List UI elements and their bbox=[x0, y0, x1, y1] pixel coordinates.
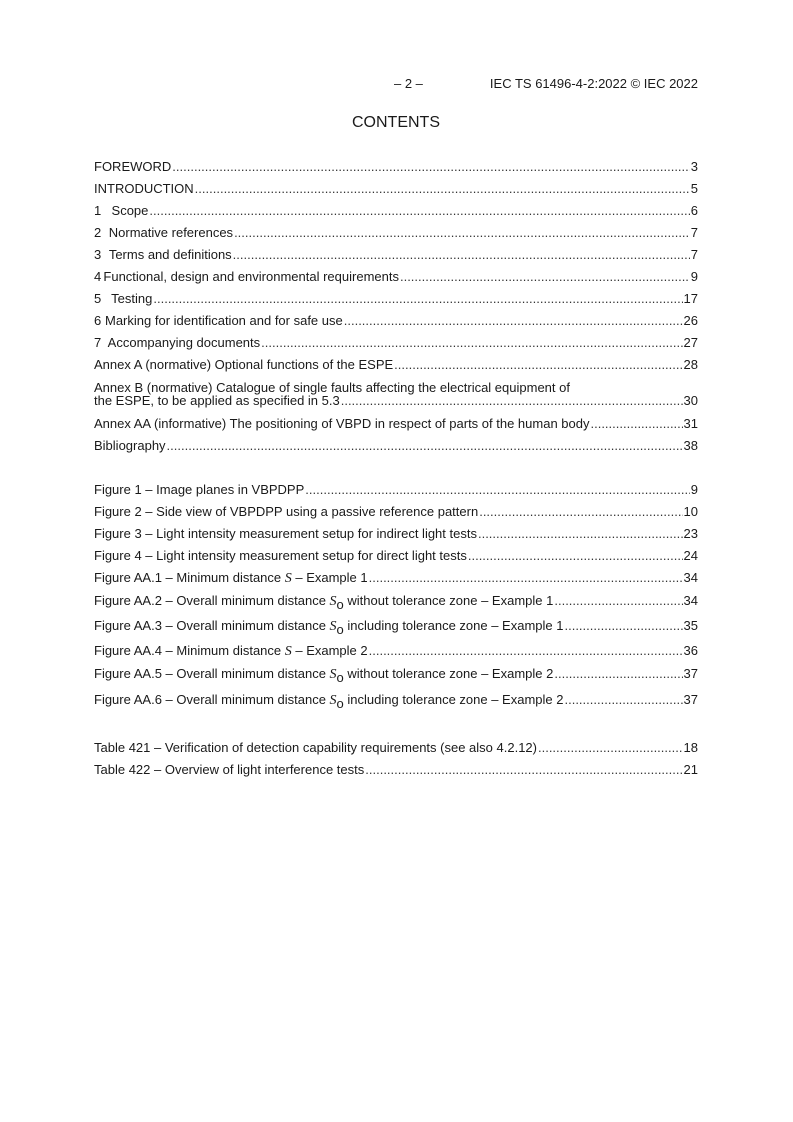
page-number-ref: 6 bbox=[690, 203, 698, 218]
section-number: 5 bbox=[94, 291, 102, 306]
toc-entry[interactable] bbox=[94, 290, 698, 308]
page-number-ref: 5 bbox=[690, 181, 698, 196]
title-text: including tolerance zone – Example 1 bbox=[343, 618, 564, 633]
dot-leader bbox=[564, 617, 682, 635]
page-number-ref: 7 bbox=[690, 225, 698, 240]
dot-leader bbox=[305, 481, 689, 499]
math-symbol: S bbox=[329, 594, 337, 609]
page-number-ref: 3 bbox=[690, 159, 698, 174]
dot-leader bbox=[149, 202, 689, 220]
math-symbol: S bbox=[329, 619, 337, 634]
entry-title: Scope bbox=[111, 203, 149, 218]
dot-leader bbox=[172, 158, 689, 176]
page-number-ref: 31 bbox=[683, 416, 698, 431]
dot-leader bbox=[554, 592, 682, 610]
dot-leader bbox=[369, 642, 683, 660]
page-number-ref: 23 bbox=[683, 526, 698, 541]
title-text: Figure 3 – Light intensity measurement setup for indirect light tests bbox=[94, 526, 477, 541]
figure-entry[interactable] bbox=[94, 525, 698, 543]
title-text: Figure AA.4 – Minimum distance bbox=[94, 643, 285, 658]
entry-title: INTRODUCTION bbox=[94, 181, 194, 196]
section-number: 4 bbox=[94, 269, 102, 284]
page-number-ref: 9 bbox=[690, 269, 698, 284]
title-text: Figure AA.6 – Overall minimum distance bbox=[94, 692, 330, 707]
page-number-ref: 38 bbox=[683, 438, 698, 453]
figure-entry[interactable] bbox=[94, 617, 698, 635]
dot-leader bbox=[153, 290, 682, 308]
page-number-ref: 9 bbox=[690, 482, 698, 497]
section-number: 7 bbox=[94, 335, 102, 350]
entry-title: Testing bbox=[111, 291, 153, 306]
title-text: Figure AA.3 – Overall minimum distance bbox=[94, 618, 330, 633]
title-text: without tolerance zone – Example 2 bbox=[343, 666, 554, 681]
section-number: 6 bbox=[94, 313, 102, 328]
entry-title: Functional, design and environmental requirements bbox=[103, 269, 399, 284]
entry-title bbox=[94, 691, 563, 710]
page-number-ref: 7 bbox=[690, 247, 698, 262]
dot-leader bbox=[344, 312, 683, 330]
entry-title bbox=[94, 569, 368, 588]
math-subscript: o bbox=[336, 597, 344, 612]
entry-title: Bibliography bbox=[94, 438, 166, 453]
page-number-ref: 37 bbox=[683, 666, 698, 681]
dot-leader bbox=[400, 268, 690, 286]
entry-title-line1: Annex B (normative) Catalogue of single faults affecting the electrical equipment of bbox=[94, 380, 570, 395]
entry-title: Marking for identification and for safe use bbox=[105, 313, 343, 328]
dot-leader bbox=[554, 665, 682, 683]
dot-leader bbox=[564, 691, 682, 709]
document-id: IEC TS 61496-4-2:2022 © IEC 2022 bbox=[489, 76, 698, 91]
dot-leader bbox=[167, 437, 683, 455]
title-text: without tolerance zone – Example 1 bbox=[343, 593, 554, 608]
dot-leader bbox=[261, 334, 682, 352]
section-number: 2 bbox=[94, 225, 102, 240]
math-subscript: o bbox=[336, 622, 344, 637]
math-symbol: S bbox=[284, 571, 292, 586]
title-text: Figure 4 – Light intensity measurement setup for direct light tests bbox=[94, 548, 467, 563]
page-number-ref: 34 bbox=[683, 570, 698, 585]
entry-title bbox=[94, 503, 478, 521]
toc-entry[interactable] bbox=[94, 224, 698, 242]
entry-title: Accompanying documents bbox=[107, 335, 261, 350]
figure-entry[interactable] bbox=[94, 642, 698, 660]
entry-title: Terms and definitions bbox=[108, 247, 232, 262]
page-number-ref: 18 bbox=[683, 740, 698, 755]
entry-title: the ESPE, to be applied as specified in 5.3 bbox=[94, 393, 340, 408]
entry-title: Table 422 – Overview of light interference tests bbox=[94, 762, 365, 777]
math-subscript: o bbox=[336, 670, 344, 685]
toc-entry[interactable] bbox=[94, 180, 698, 198]
dot-leader bbox=[394, 356, 682, 374]
toc-entry[interactable] bbox=[94, 312, 698, 330]
toc-entry[interactable] bbox=[94, 158, 698, 176]
dot-leader bbox=[468, 547, 683, 565]
page-title: CONTENTS bbox=[352, 114, 440, 131]
page-number-ref: 28 bbox=[683, 357, 698, 372]
toc-entry[interactable] bbox=[94, 334, 698, 352]
dot-leader bbox=[369, 569, 683, 587]
entry-title bbox=[94, 547, 467, 565]
toc-entry[interactable] bbox=[94, 437, 698, 455]
math-symbol: S bbox=[284, 644, 292, 659]
section-number: 3 bbox=[94, 247, 102, 262]
title-text: including tolerance zone – Example 2 bbox=[343, 692, 564, 707]
figure-entry[interactable] bbox=[94, 592, 698, 610]
page-number-ref: 34 bbox=[683, 593, 698, 608]
entry-title bbox=[94, 665, 553, 684]
entry-title: Table 421 – Verification of detection capability requirements (see also 4.2.12) bbox=[94, 740, 537, 755]
title-text: Figure AA.5 – Overall minimum distance bbox=[94, 666, 330, 681]
section-number: 1 bbox=[94, 203, 102, 218]
page-number-ref: 36 bbox=[683, 643, 698, 658]
entry-title: Normative references bbox=[108, 225, 234, 240]
math-subscript: o bbox=[336, 696, 344, 711]
title-text: Figure AA.1 – Minimum distance bbox=[94, 570, 285, 585]
page-number-ref: 17 bbox=[683, 291, 698, 306]
page-number-ref: 30 bbox=[683, 393, 698, 408]
figure-entry[interactable] bbox=[94, 691, 698, 709]
figure-entry[interactable] bbox=[94, 569, 698, 587]
figure-entry[interactable] bbox=[94, 547, 698, 565]
toc-entry[interactable] bbox=[94, 268, 698, 286]
page-number-ref: 10 bbox=[683, 504, 698, 519]
entry-title: FOREWORD bbox=[94, 159, 172, 174]
title-text: Figure 1 – Image planes in VBPDPP bbox=[94, 482, 305, 497]
toc-entry[interactable] bbox=[94, 380, 698, 410]
toc-entry[interactable] bbox=[94, 246, 698, 264]
entry-title: Annex A (normative) Optional functions of the ESPE bbox=[94, 357, 394, 372]
dot-leader bbox=[233, 246, 690, 264]
entry-title bbox=[94, 525, 477, 543]
entry-title bbox=[94, 481, 304, 499]
page-header bbox=[94, 76, 698, 92]
dot-leader bbox=[590, 415, 682, 433]
page-number-ref: 21 bbox=[683, 762, 698, 777]
entry-title bbox=[94, 592, 553, 611]
entry-title bbox=[94, 617, 563, 636]
figure-entry[interactable] bbox=[94, 481, 698, 499]
page-number-ref: 24 bbox=[683, 548, 698, 563]
page-number-ref: 37 bbox=[683, 692, 698, 707]
page-number-ref: 27 bbox=[683, 335, 698, 350]
figure-entry[interactable] bbox=[94, 665, 698, 683]
entry-title: Annex AA (informative) The positioning of VBPD in respect of parts of the human body bbox=[94, 416, 590, 431]
page-number-ref: 26 bbox=[683, 313, 698, 328]
dot-leader bbox=[365, 761, 682, 779]
dot-leader bbox=[478, 525, 683, 543]
page-number-ref: 35 bbox=[683, 618, 698, 633]
toc-entry[interactable] bbox=[94, 356, 698, 374]
dot-leader bbox=[538, 739, 683, 757]
dot-leader bbox=[195, 180, 690, 198]
table-entry[interactable] bbox=[94, 761, 698, 779]
math-symbol: S bbox=[329, 667, 337, 682]
toc-entry[interactable] bbox=[94, 202, 698, 220]
dot-leader bbox=[234, 224, 690, 242]
table-entry[interactable] bbox=[94, 739, 698, 757]
title-text: Figure 2 – Side view of VBPDPP using a passive reference pattern bbox=[94, 504, 479, 519]
figure-entry[interactable] bbox=[94, 503, 698, 521]
dot-leader bbox=[479, 503, 682, 521]
title-text: – Example 2 bbox=[291, 643, 368, 658]
toc-entry[interactable] bbox=[94, 415, 698, 433]
title-text: Figure AA.2 – Overall minimum distance bbox=[94, 593, 330, 608]
title-text: – Example 1 bbox=[291, 570, 368, 585]
page-number: – 2 – bbox=[394, 76, 423, 91]
math-symbol: S bbox=[329, 693, 337, 708]
entry-title bbox=[94, 642, 368, 661]
